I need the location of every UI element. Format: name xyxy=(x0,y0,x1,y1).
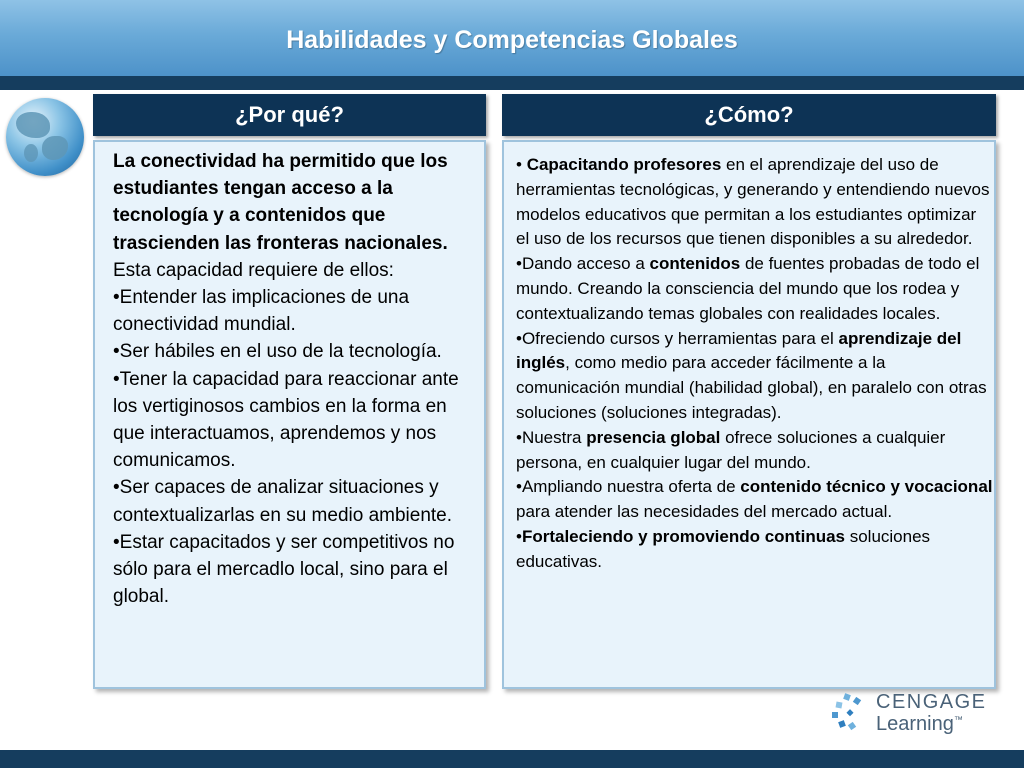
why-intro-bold: La conectividad ha permitido que los estudiantes tengan acceso a la tecnología y a contenidos que trascienden las fronteras nacionales. xyxy=(113,151,448,254)
logo-wordmark-bottom: Learning™ xyxy=(876,713,963,735)
why-bullet: •Ser capaces de analizar situaciones y contextualizarlas en su medio ambiente. xyxy=(113,477,453,526)
header-divider-bar xyxy=(0,76,1024,90)
how-item: • Capacitando profesores en el aprendizaje del uso de herramientas tecnológicas, y generando y entendiendo nuevos modelos educativos que permitan a los estudiantes optimizar el uso de los recursos que tienen disponibles a su alrededor. xyxy=(516,155,990,249)
why-bullet: •Entender las implicaciones de una conectividad mundial. xyxy=(113,287,410,336)
why-bullet: •Tener la capacidad para reaccionar ante los vertiginosos cambios en la forma en que interactuamos, aprendemos y nos comunicamos. xyxy=(113,368,459,472)
title-banner xyxy=(0,0,1024,76)
how-item: •Nuestra presencia global ofrece soluciones a cualquier persona, en cualquier lugar del mundo. xyxy=(516,427,946,472)
how-item: •Dando acceso a contenidos de fuentes probadas de todo el mundo. Creando la consciencia del mundo que los rodea y contextualizando temas globales con realidades locales. xyxy=(516,254,980,323)
how-item: •Fortaleciendo y promoviendo continuas soluciones educativas. xyxy=(516,526,931,571)
how-item: •Ampliando nuestra oferta de contenido técnico y vocacional para atender las necesidades del mercado actual. xyxy=(516,477,993,522)
cengage-logo xyxy=(830,688,990,740)
how-item: •Ofreciendo cursos y herramientas para el aprendizaje del inglés, como medio para acceder fácilmente a la comunicación mundial (habilidad global), en paralelo con otras soluciones (soluciones integradas). xyxy=(516,328,987,422)
how-panel xyxy=(502,140,996,689)
why-heading: ¿Por qué? xyxy=(93,94,486,136)
why-bullet: •Estar capacitados y ser competitivos no sólo para el mercadlo local, sino para el global. xyxy=(113,531,455,608)
why-bullet: •Ser hábiles en el uso de la tecnología. xyxy=(113,341,442,363)
globe-icon xyxy=(6,98,84,176)
why-intro: Esta capacidad requiere de ellos: xyxy=(113,259,394,281)
slide-title: Habilidades y Competencias Globales xyxy=(286,26,738,54)
how-heading: ¿Cómo? xyxy=(502,94,996,136)
logo-wordmark-top: CENGAGE xyxy=(876,691,987,713)
cengage-swirl-icon xyxy=(830,692,870,732)
footer-bar xyxy=(0,750,1024,768)
why-panel xyxy=(93,140,486,689)
